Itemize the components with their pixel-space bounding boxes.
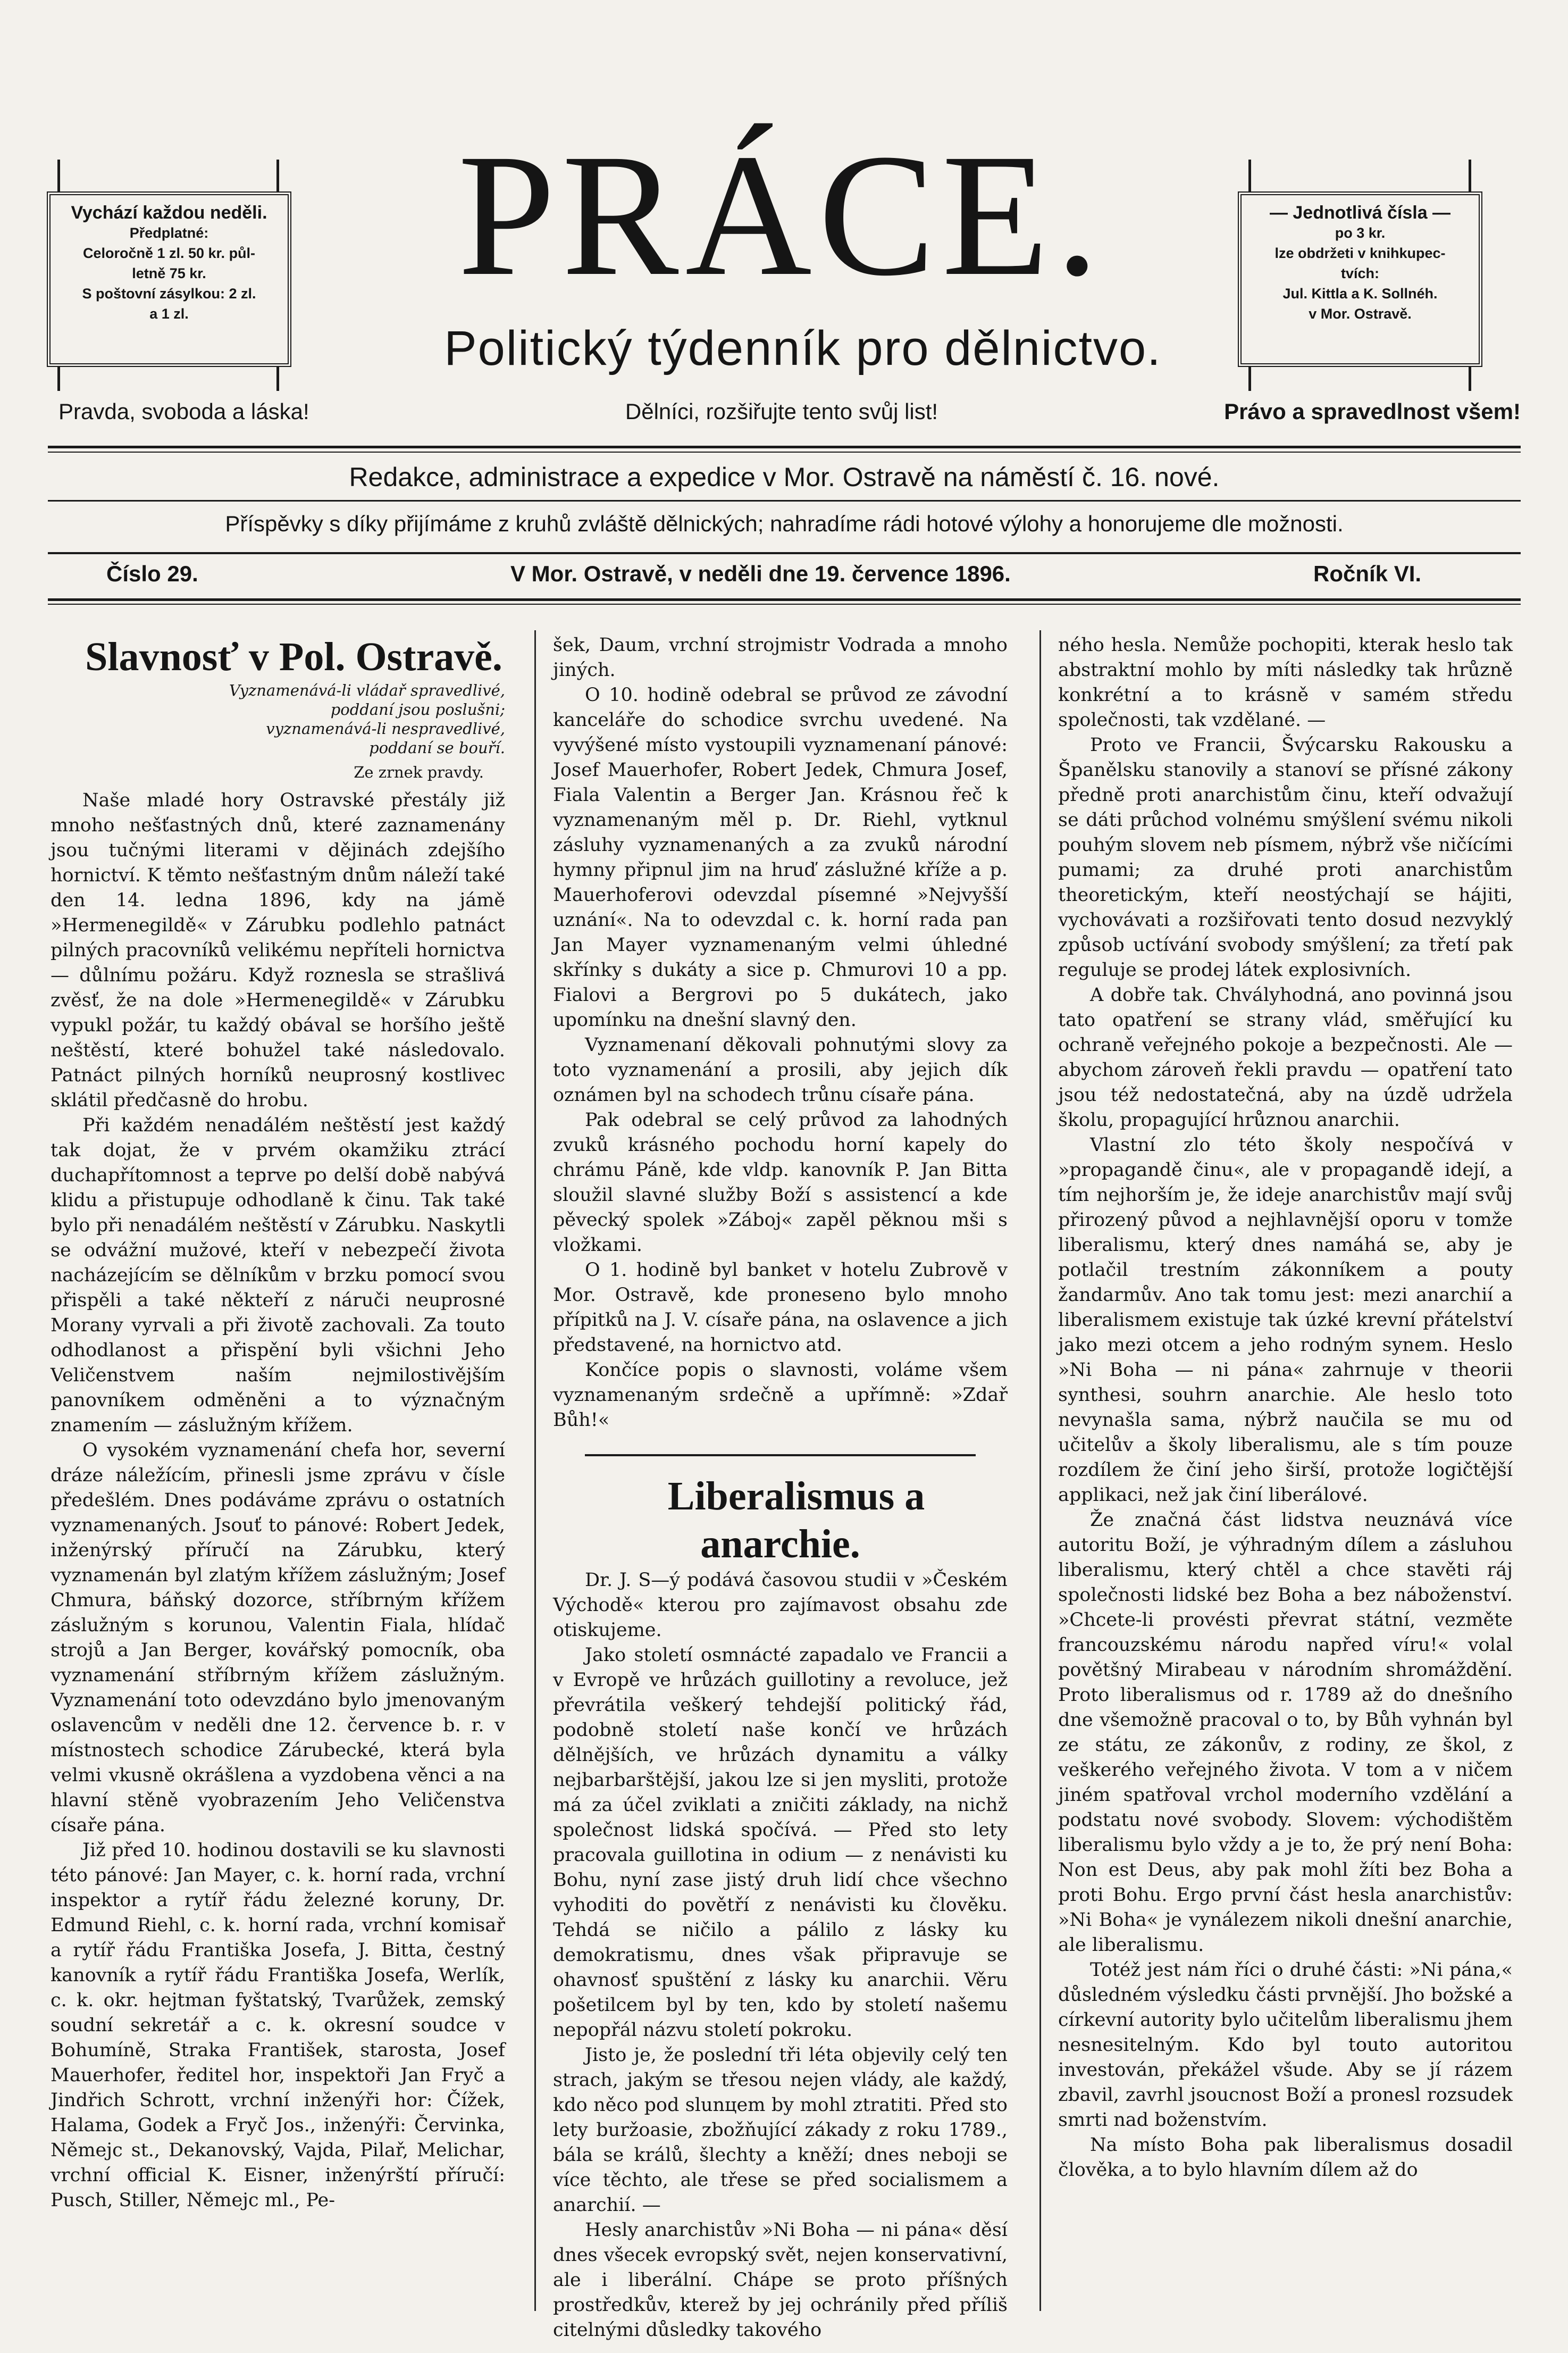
- epigraph-source: Ze zrnek pravdy.: [354, 763, 484, 781]
- divider: [48, 446, 1521, 448]
- box-right-tick-bottom: [1469, 367, 1471, 391]
- subscription-line: Celoročně 1 zl. 50 kr. půl-: [82, 245, 256, 261]
- paragraph: Již před 10. hodinou dostavili se ku slavnosti této pánové: Jan Mayer, c. k. horní rada, vrchní inspektor a rytíř řádu železné koruny, Dr. Edmund Riehl, c. k. horní rada, vrchní komisař a rytíř řádu Františka Josefa, J. Bitta, čestný kanovník a rytíř řádu Františka Josefa, Werlík, c. k. okr. hejtman fyštatský, Tvarůžek, zemský soudní sekretář a c. k. okresní soudce v Bohumíně, Straka František, starosta, Josef Mauerhofer, ředitel hor, inspektoři Jan Fryč a Jindřich Schrott, vrchní inženýři hor: Čížek, Halama, Godek a Fryč Jos., inženýři: Červinka, Němejc st., Dekanovský, Vajda, Pilař, Melichar, vrchní official K. Eisner, inženýrští příručí: Pusch, Stiller, Němejc ml., Pe-: [51, 1840, 505, 2211]
- issue-date: V Mor. Ostravě, v neděli dne 19. července 1896.: [510, 561, 1011, 586]
- subscription-line: Vychází každou neděli.: [71, 203, 267, 223]
- column-2: [553, 633, 1008, 2343]
- column-1: [51, 633, 505, 2213]
- motto-center: Dělníci, rozšiřujte tento svůj list!: [625, 399, 938, 424]
- paragraph: A dobře tak. Chvályhodná, ano povinná jsou tato opatření se strany vlád, směřující ku ochraně veřejného pokoje a bezpečnosti. Ale — abychom zároveň řekli pravdu — opatření tato jsou též nedostatečná, aby na úzdě udržela školu, propagující hrůznou anarchii.: [1058, 984, 1513, 1131]
- column-3: [1058, 633, 1513, 2183]
- paragraph: O vysokém vyznamenání chefa hor, severní dráze náležícím, přinesli jsme zprávu v čísle předešlém. Dnes podáváme zprávu o ostatních vyznamenaných. Jsouť to pánové: Robert Jedek, inženýrský příručí na Zárubku, který vyznamenán byl zlatým křížem záslužným; Josef Chmura, báňský dozorce, stříbrným křížem záslužným s korunou, Valentin Fiala, hlídač strojů a Jan Berger, kovářský pomocník, oba vyznamenání stříbrným křížem záslužným. Vyznamenání toto odevzdáno bylo jmenovaným oslavencům v neděli dne 12. července b. r. v místnostech schodice Zárubecké, která byla velmi vkusně okrášlena a vyzdobena věnci a na hlavní stěně vyobrazením Jeho Veličenstva císaře pána.: [51, 1440, 505, 1836]
- article-headline: Slavnosť v Pol. Ostravě.: [85, 635, 502, 679]
- subscription-box: [47, 191, 291, 367]
- divider: [48, 598, 1521, 601]
- box-left-tick-top: [276, 160, 279, 191]
- paragraph: Vlastní zlo této školy nespočívá v »propagandě činu«, ale v propagandě idejí, a tím nejhorším je, že ideje anarchistův mají svůj přirozený původ a nejhlavnější oporu v tomže liberalismu, který dnes namáhá se, aby je potlačil trestním zákonníkem a pouty žandarmův. Ano tak tomu jest: mezi anarchií a liberalismem existuje tak úzké krevní přátelství jako mezi otcem a jeho rodným synem. Heslo »Ni Boha — ni pána« zahrnuje v theorii synthesi, souhrn anarchie. Ale heslo toto nevynašla sama, nýbrž naučila se mu od učitelův a školy liberalismu, ale s tím pouze rozdílem že činí jeho širší, protože logičtější applikaci, než jak činí liberálové.: [1058, 1134, 1513, 1506]
- box-right-tick-bottom: [1248, 367, 1251, 391]
- box-left-tick-top: [57, 160, 60, 191]
- volume-number: Ročník VI.: [1313, 561, 1422, 586]
- paragraph: Hesly anarchistův »Ni Boha — ni pána« děsí dnes všecek evropský svět, nejen konservativní, ale i liberální. Chápe se proto příšných prostředkův, kterež by jej ochránily před příliš citelnými důsledky takového: [553, 2220, 1008, 2341]
- box-right-tick-top: [1469, 160, 1471, 191]
- paragraph: O 1. hodině byl banket v hotelu Zubrově v Mor. Ostravě, kde proneseno bylo mnoho přípitků na J. V. císaře pána, na oslavence a jich představené, na hornictvo atd.: [553, 1259, 1008, 1356]
- address-line: Redakce, administrace a expedice v Mor. Ostravě na náměstí č. 16. nové.: [349, 462, 1220, 492]
- paragraph: Vyznamenaní děkovali pohnutými slovy za toto vyznamenání a prosili, aby jejich dík oznámen byl na schodech trůnu císaře pána.: [553, 1034, 1008, 1106]
- issue-info-row: [106, 561, 1489, 593]
- paragraph: Jako století osmnácté zapadalo ve Francii a v Evropě ve hrůzách guillotiny a revoluce, jež převrátila veškerý tehdejší politický řád, podobně století naše končí ve hrůzách dělnějších, ve hrůzách dynamitu a války nejbarbarštější, jakou lze si jen mysliti, protože má za účel zviklati a zničiti základy, na nichž společnost lidská spočívá. — Před sto lety pracovala guillotina in odium — z nenávisti ku Bohu, nyní zase jistý druh lidí chce všechno vyhoditi do povětří z nenávisti ku člověku. Tehdá se ničilo a pálilo z lásky ku demokratismu, dnes však připravuje se ohavnosť spuštění z lásky ku anarchii. Věru pošetilcem byl by ten, kdo by století našemu nepopřál názvu století pokroku.: [553, 1645, 1008, 2041]
- epigraph-line: vyznamenává-li nespravedlivé,: [266, 720, 505, 738]
- single-issue-line: lze obdržeti v knihkupec-: [1274, 245, 1446, 261]
- box-right-tick-top: [1248, 160, 1251, 191]
- single-issue-box: [1238, 191, 1482, 367]
- paragraph: Jisto je, že poslední tři léta objevily celý ten strach, jakým se třesou nejen vlády, ale každý, kdo něco pod slunцem by mohl ztratiti. Před sto lety buržoasie, zbožňující zákady z roku 1789., bála se králů, šlechty a kněží; dnes neboji se více těchto, ale třese se před socialismem a anarchií. —: [553, 2045, 1008, 2216]
- paragraph: Končíce popis o slavnosti, voláme všem vyznamenaným srdečně a upřímně: »Zdař Bůh!«: [553, 1359, 1008, 1431]
- issue-number: Číslo 29.: [106, 561, 198, 586]
- article-headline: Liberalismus a anarchie.: [667, 1474, 925, 1566]
- paragraph: ného hesla. Nemůže pochopiti, kterak heslo tak abstraktní mohlo by míti následky tak hrůzně konkrétní a to krásně v samém středu společnosti, tak vzdělané. —: [1058, 635, 1513, 731]
- subscription-line: letně 75 kr.: [132, 265, 206, 281]
- motto-left: Pravda, svoboda a láska!: [58, 399, 309, 424]
- paragraph: Dr. J. S—ý podává časovou studii v »Českém Východě« kterou pro zajímavost obsahu zde otiskujeme.: [553, 1570, 1008, 1641]
- paragraph: O 10. hodině odebral se průvod ze závodní kanceláře do schodice svrchu uvedené. Na vyvýšené místo vystoupili vyznamenaní pánové: Josef Mauerhofer, Robert Jedek, Chmura Josef, Fiala Valentin a Berger Jan. Krásnou řeč k vyznamenaným měl p. Dr. Riehl, vytknul zásluhy vyznamenaných a za zvuků národní hymny připnul jim na hruď záslužné kříže a p. Mauerhoferovi odevzdal písemné »Nejvyšší uznání«. Na to odevzdal c. k. horní rada pan Jan Mayer vyznamenaným velmi úhledné skřínky s dukáty a sice p. Chmurovi 10 a pp. Fialovi a Bergrovi po 5 dukátech, jako upomínku na dnešní slavný den.: [553, 685, 1008, 1031]
- divider: [48, 604, 1521, 605]
- box-left-tick-bottom: [57, 367, 60, 391]
- notice-line: Příspěvky s díky přijímáme z kruhů zvláště dělnických; nahradíme rádi hotové výlohy a honorujeme dle možnosti.: [225, 511, 1344, 536]
- paragraph: Totéž jest nám říci o druhé části: »Ni pána,« důsledném výsledku části prvnější. Jho božské a církevní autority bylo učitelům liberalismu jhem nesnesitelným. Kdo byl touto autoritou investován, překážel všude. Aby se jí rázem zbavil, zavrhl jsoucnost Boží a pronesl rozsudek smrti nad boženstvím.: [1058, 1959, 1513, 2131]
- paragraph: Naše mladé hory Ostravské přestály již mnoho nešťastných dnů, které zaznamenány jsou tučnými literami v dějinách zdejšího hornictví. K těmto nešťastným dnům náleží také den 14. ledna 1896, kdy na jámě »Hermenegildě« v Zárubku podlehlo patnáct pilných pracovníků velikému nepříteli hornictva — důlnímu požáru. Když roznesla se strašlivá zvěsť, že na dole »Hermenegildě« v Zárubku vypukl požár, tu každý obával se horšího ještě neštěstí, které bohužel také následovalo. Patnáct pilných horníků neuprosný kostlivec sklátil předčasně do hrobu.: [51, 790, 505, 1111]
- newspaper-subtitle: Politický týdenník pro dělnictvo.: [444, 321, 1162, 376]
- epigraph: [51, 681, 505, 757]
- divider: [48, 500, 1521, 502]
- epigraph-line: Vyznamenává-li vládař spravedlivé,: [229, 681, 505, 699]
- paragraph: šek, Daum, vrchní strojmistr Vodrada a mnoho jiných.: [553, 635, 1008, 681]
- subscription-line: a 1 zl.: [149, 306, 189, 322]
- newspaper-title: PRÁCE.: [457, 118, 1106, 312]
- paragraph: Proto ve Francii, Švýcarsku Rakousku a Španělsku stanovily a stanoví se přísné zákony předně proti anarchistům činu, kteří odvažují se dáti průchod volnému smýšlení svému nikoli pouhým slovem neb písmem, nýbrž vše ničícími pumami; za druhé proti anarchistům theoretickým, kteří neostýchají se hájiti, vychovávati a rozšiřovati tento dosud nezvyklý způsob uctívání svobody smýšlení; za třetí pak reguluje se prodej látek explosivních.: [1058, 735, 1513, 981]
- paragraph: Při každém nenadálém neštěstí jest každý tak dojat, že v prvém okamžiku ztrácí duchapřítomnost a teprve po delší době nabývá klidu a přistupuje odhodlaně k činu. Tak také bylo při nenadálém neštěstí v Zárubku. Naskytli se odvážní mužové, kteří v nebezpečí života nacházejícím se dělníkům v brzku pomocí svou přispěli a také někteří z náruči neuprosné Morany vyrvali a při životě zachovali. Za touto odhodlanost a přispění byli všichni Jeho Veličenstvem naším nejmilostivějším panovníkem odměněni a to význačným znamením — záslužným křížem.: [51, 1115, 505, 1436]
- paragraph: Na místo Boha pak liberalismus dosadil člověka, a to bylo hlavním dílem až do: [1058, 2134, 1513, 2181]
- paragraph: Pak odebral se celý průvod za lahodných zvuků krásného pochodu horní kapely do chrámu Páně, kde vldp. kanovník P. Jan Bitta sloužil slavné služby Boží s assistencí a kde pěvecký spolek »Záboj« zapěl pěknou mši s vložkami.: [553, 1109, 1008, 1256]
- column-rule: [534, 630, 536, 2311]
- box-left-tick-bottom: [276, 367, 279, 391]
- motto-right: Právo a spravedlnost všem!: [1224, 399, 1521, 424]
- subscription-line: S poštovní zásylkou: 2 zl.: [82, 286, 256, 302]
- epigraph-line: poddaní jsou poslušni;: [330, 700, 505, 719]
- paragraph: Že značná část lidstva neuznává více autoritu Boží, je výhradným dílem a zásluhou liberalismu, který chtěl a chce stavěti ráj společnosti lidské bez Boha a bez náboženství. »Chcete-li provésti převrat státní, vezměte francouzskému národu napřed víru!« volal povětšný Mirabeau v národním shromáždění. Proto liberalismus od r. 1789 až do dnešního dne všemožně pracoval o to, by Bůh vyhnán byl ze státu, ze zákonův, z rodiny, ze škol, z veškerého veřejného života. V tom a v ničem jiném spatřoval vrchol moderního vzdělání a podstatu nové svobody. Slovem: východištěm liberalismu bylo vždy a je to, že prý není Boha: Non est Deus, aby pak mohl žíti bez Boha a proti Bohu. Ergo první část hesla anarchistův: »Ni Boha« je vynálezem nikoli dnešní anarchie, ale liberalismu.: [1058, 1509, 1513, 1956]
- single-issue-line: tvích:: [1340, 265, 1379, 281]
- single-issue-line: Jul. Kittla a K. Sollnéh.: [1282, 286, 1438, 302]
- single-issue-line: v Mor. Ostravě.: [1309, 306, 1412, 322]
- single-issue-line: po 3 kr.: [1335, 225, 1386, 241]
- divider: [48, 452, 1521, 453]
- column-rule: [1039, 630, 1041, 2311]
- subscription-line: Předplatné:: [129, 225, 209, 241]
- epigraph-line: poddaní se bouří.: [369, 739, 505, 757]
- divider: [48, 552, 1521, 554]
- single-issue-line: — Jednotlivá čísla —: [1269, 203, 1451, 223]
- article-separator: [585, 1454, 976, 1456]
